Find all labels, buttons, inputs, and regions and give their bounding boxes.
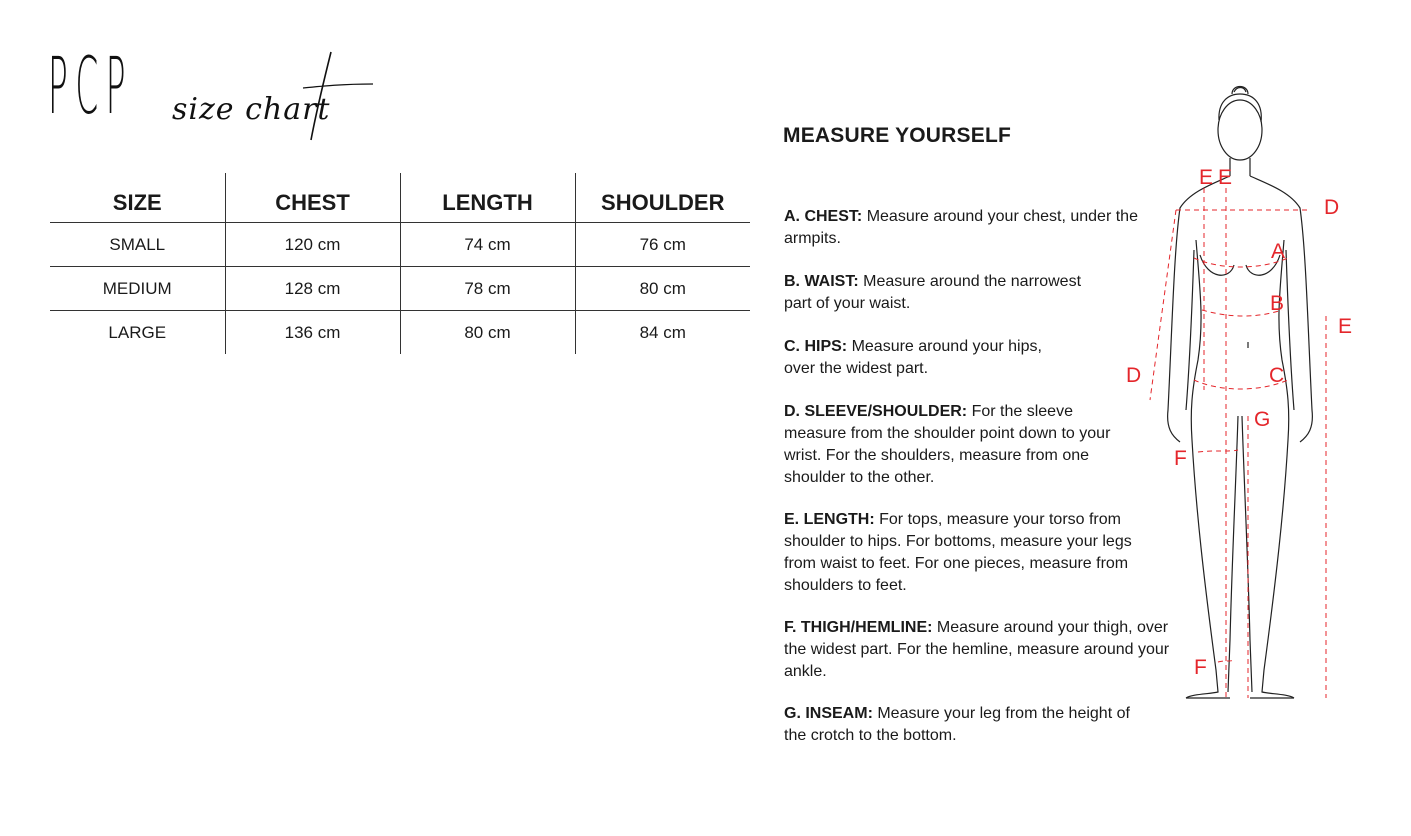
- instruction-text: Measure around the narrowest part of your waist.: [784, 273, 1082, 312]
- instruction-inseam: [784, 703, 1144, 747]
- instruction-text: Measure around your thigh, over the widest part. For the hemline, measure around your ankle.: [784, 619, 1170, 680]
- instruction-label: D. SLEEVE/SHOULDER:: [784, 403, 968, 420]
- cell-shoulder: 76 cm: [575, 223, 750, 267]
- label-c-hips: C: [1269, 364, 1285, 387]
- instruction-label: F. THIGH/HEMLINE:: [784, 619, 933, 636]
- cell-chest: 128 cm: [225, 267, 400, 311]
- brand-logo: [48, 42, 368, 148]
- table-row: [50, 311, 750, 355]
- label-b-waist: B: [1270, 292, 1285, 315]
- instruction-text: Measure your leg from the height of the crotch to the bottom.: [784, 705, 1130, 744]
- cell-shoulder: 84 cm: [575, 311, 750, 355]
- cell-chest: 120 cm: [225, 223, 400, 267]
- logo-script-text: size chart: [172, 92, 331, 127]
- instruction-label: E. LENGTH:: [784, 511, 875, 528]
- body-outline: [1168, 87, 1313, 699]
- instruction-text: For the sleeve measure from the shoulder point down to your wrist. For the shoulders, measure from one shoulder to the other.: [784, 403, 1111, 486]
- table-header-row: [50, 173, 750, 223]
- instruction-text: For tops, measure your torso from shoulder to hips. For bottoms, measure your legs from waist to feet. For one pieces, measure from shoulders to feet.: [784, 511, 1132, 594]
- instruction-label: C. HIPS:: [784, 338, 848, 355]
- size-table: [50, 173, 750, 354]
- instruction-sleeve-shoulder: [784, 401, 1114, 489]
- instruction-text: Measure around your chest, under the armpits.: [784, 208, 1138, 247]
- header-length: LENGTH: [400, 173, 575, 223]
- header-size: SIZE: [50, 173, 225, 223]
- logo-brand-text: PCP: [48, 42, 134, 132]
- label-d-shoulder: D: [1324, 196, 1340, 219]
- instruction-label: A. CHEST:: [784, 208, 863, 225]
- table-row: [50, 267, 750, 311]
- label-f-ankle: F: [1194, 656, 1207, 679]
- measurement-lines: [1150, 188, 1326, 698]
- instruction-label: G. INSEAM:: [784, 705, 873, 722]
- cell-length: 78 cm: [400, 267, 575, 311]
- instruction-length: [784, 509, 1164, 597]
- instruction-hips: [784, 336, 1064, 380]
- table-row: [50, 223, 750, 267]
- cell-length: 80 cm: [400, 311, 575, 355]
- logo-flourish: [273, 48, 373, 148]
- cell-shoulder: 80 cm: [575, 267, 750, 311]
- label-a-chest: A: [1271, 240, 1286, 263]
- label-g-inseam: G: [1254, 408, 1271, 431]
- cell-size: MEDIUM: [50, 267, 225, 311]
- cell-chest: 136 cm: [225, 311, 400, 355]
- cell-size: SMALL: [50, 223, 225, 267]
- header-chest: CHEST: [225, 173, 400, 223]
- label-e-side: E: [1338, 315, 1353, 338]
- instruction-label: B. WAIST:: [784, 273, 859, 290]
- body-measurement-figure: [1120, 80, 1360, 720]
- label-d-sleeve: D: [1126, 364, 1142, 387]
- cell-length: 74 cm: [400, 223, 575, 267]
- label-f-thigh: F: [1174, 447, 1187, 470]
- label-e-body: E: [1218, 166, 1233, 189]
- label-e-torso: E: [1199, 166, 1214, 189]
- header-shoulder: SHOULDER: [575, 173, 750, 223]
- measure-title: MEASURE YOURSELF: [783, 124, 1012, 147]
- instruction-waist: [784, 271, 1104, 315]
- instruction-text: Measure around your hips, over the widest part.: [784, 338, 1042, 377]
- cell-size: LARGE: [108, 322, 167, 342]
